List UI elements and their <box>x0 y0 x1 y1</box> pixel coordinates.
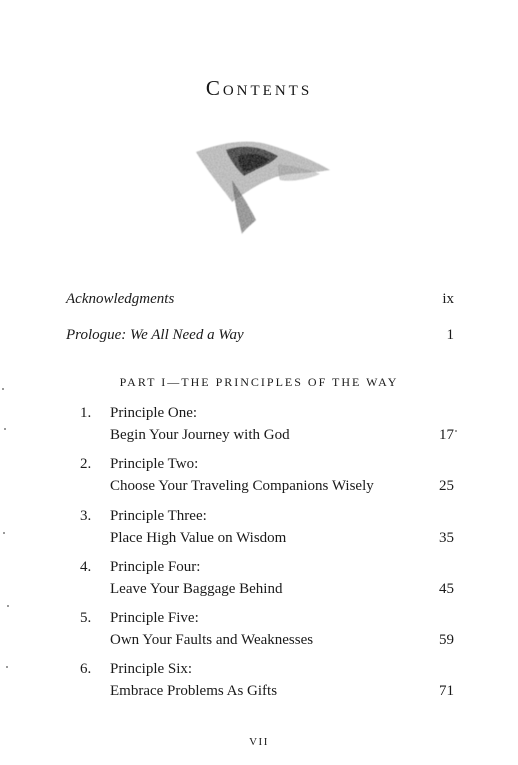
entry-number: 1. <box>80 405 92 421</box>
toc-entry[interactable] <box>66 610 454 652</box>
entry-title-line1: Principle Six: <box>110 661 193 677</box>
entry-title-line1: Principle Five: <box>110 610 199 626</box>
page-number: 71 <box>439 683 454 699</box>
page-number: 45 <box>439 581 454 597</box>
entry-title-line1: Principle One: <box>110 405 198 421</box>
landscape-ornament-image <box>188 130 338 240</box>
page-number: 35 <box>439 530 454 546</box>
scan-speck <box>455 430 457 432</box>
toc-entry[interactable] <box>66 508 454 550</box>
toc-entry[interactable] <box>66 559 454 601</box>
entry-title-line2: Own Your Faults and Weaknesses <box>110 632 314 648</box>
part-heading: PART I—THE PRINCIPLES OF THE WAY <box>119 375 399 389</box>
page-title: Contents <box>205 76 313 100</box>
page-number: 59 <box>439 632 454 648</box>
scan-speck <box>4 428 6 430</box>
entry-title-line2: Begin Your Journey with God <box>110 427 290 443</box>
page-number: ix <box>442 291 454 307</box>
entry-number: 4. <box>80 559 92 575</box>
front-matter-row[interactable] <box>66 327 454 344</box>
page-number: 17 <box>439 427 454 443</box>
page-number: 1 <box>446 327 454 343</box>
front-matter-row[interactable] <box>66 291 454 308</box>
entry-title-line1: Principle Two: <box>110 456 199 472</box>
entry-number: 2. <box>80 456 92 472</box>
entry-number: 5. <box>80 610 92 626</box>
scan-speck <box>3 532 5 534</box>
entry-title-line2: Choose Your Traveling Companions Wisely <box>110 478 374 494</box>
toc-entry[interactable] <box>66 456 454 498</box>
scan-speck <box>2 388 4 390</box>
page-folio: VII <box>249 736 269 748</box>
entry-title-line1: Principle Three: <box>110 508 207 524</box>
entry-title-line2: Embrace Problems As Gifts <box>110 683 278 699</box>
scan-speck <box>6 666 8 668</box>
scan-speck <box>7 605 9 607</box>
front-matter-label: Prologue: We All Need a Way <box>66 327 244 343</box>
entry-number: 6. <box>80 661 92 677</box>
entry-title-line1: Principle Four: <box>110 559 201 575</box>
toc-entry[interactable] <box>66 661 454 703</box>
entry-number: 3. <box>80 508 92 524</box>
page-number: 25 <box>439 478 454 494</box>
entry-title-line2: Leave Your Baggage Behind <box>110 581 283 597</box>
entry-title-line2: Place High Value on Wisdom <box>110 530 287 546</box>
front-matter-label: Acknowledgments <box>66 291 175 307</box>
toc-entry[interactable] <box>66 405 454 447</box>
